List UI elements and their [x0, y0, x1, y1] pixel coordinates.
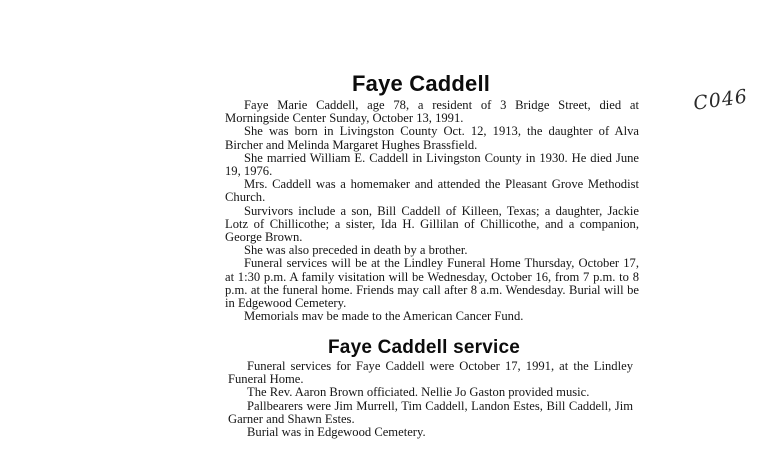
obituary-paragraph: Memorials mav be made to the American Cancer Fund.	[244, 309, 524, 324]
obituary-paragraph: She was also preceded in death by a brother.	[244, 243, 468, 258]
service-title: Faye Caddell service	[328, 337, 520, 358]
obituary-title: Faye Caddell	[352, 71, 491, 96]
obituary-paragraph: Funeral services will be at the Lindley Funeral Home Thursday, October 17, at 1:30 p.m. A family visitation will be Wednesday, October 16, from 7 p.m. to 8 p.m. at the funeral home. Friends may call after 8 a.m. Wendesday. Burial will be in Edgewood Cemetery.	[225, 256, 639, 311]
handwritten-code: C046	[692, 85, 750, 115]
obituary-body	[225, 99, 639, 323]
service-paragraph: Burial was in Edgewood Cemetery.	[247, 425, 426, 440]
service-paragraph: Funeral services for Faye Caddell were October 17, 1991, at the Lindley Funeral Home.	[228, 359, 633, 387]
obituary-paragraph: She was born in Livingston County Oct. 12, 1913, the daughter of Alva Bircher and Melinda Margaret Hughes Brassfield.	[225, 124, 639, 152]
service-paragraph: The Rev. Aaron Brown officiated. Nellie Jo Gaston provided music.	[247, 385, 590, 400]
service-body	[228, 360, 633, 439]
obituary-paragraph: She married William E. Caddell in Livingston County in 1930. He died June 19, 1976.	[225, 150, 639, 179]
service-paragraph: Pallbearers were Jim Murrell, Tim Caddell, Landon Estes, Bill Caddell, Jim Garner and Shawn Estes.	[228, 398, 633, 426]
obituary-paragraph: Faye Marie Caddell, age 78, a resident of 3 Bridge Street, died at Morningside Center Sunday, October 13, 1991.	[225, 98, 639, 126]
obituary-paragraph: Survivors include a son, Bill Caddell of Killeen, Texas; a daughter, Jackie Lotz of Chillicothe; a sister, Ida H. Gillilan of Chillicothe, and a companion, George Brown.	[225, 203, 639, 245]
obituary-paragraph: Mrs. Caddell was a homemaker and attended the Pleasant Grove Methodist Church.	[225, 177, 639, 205]
